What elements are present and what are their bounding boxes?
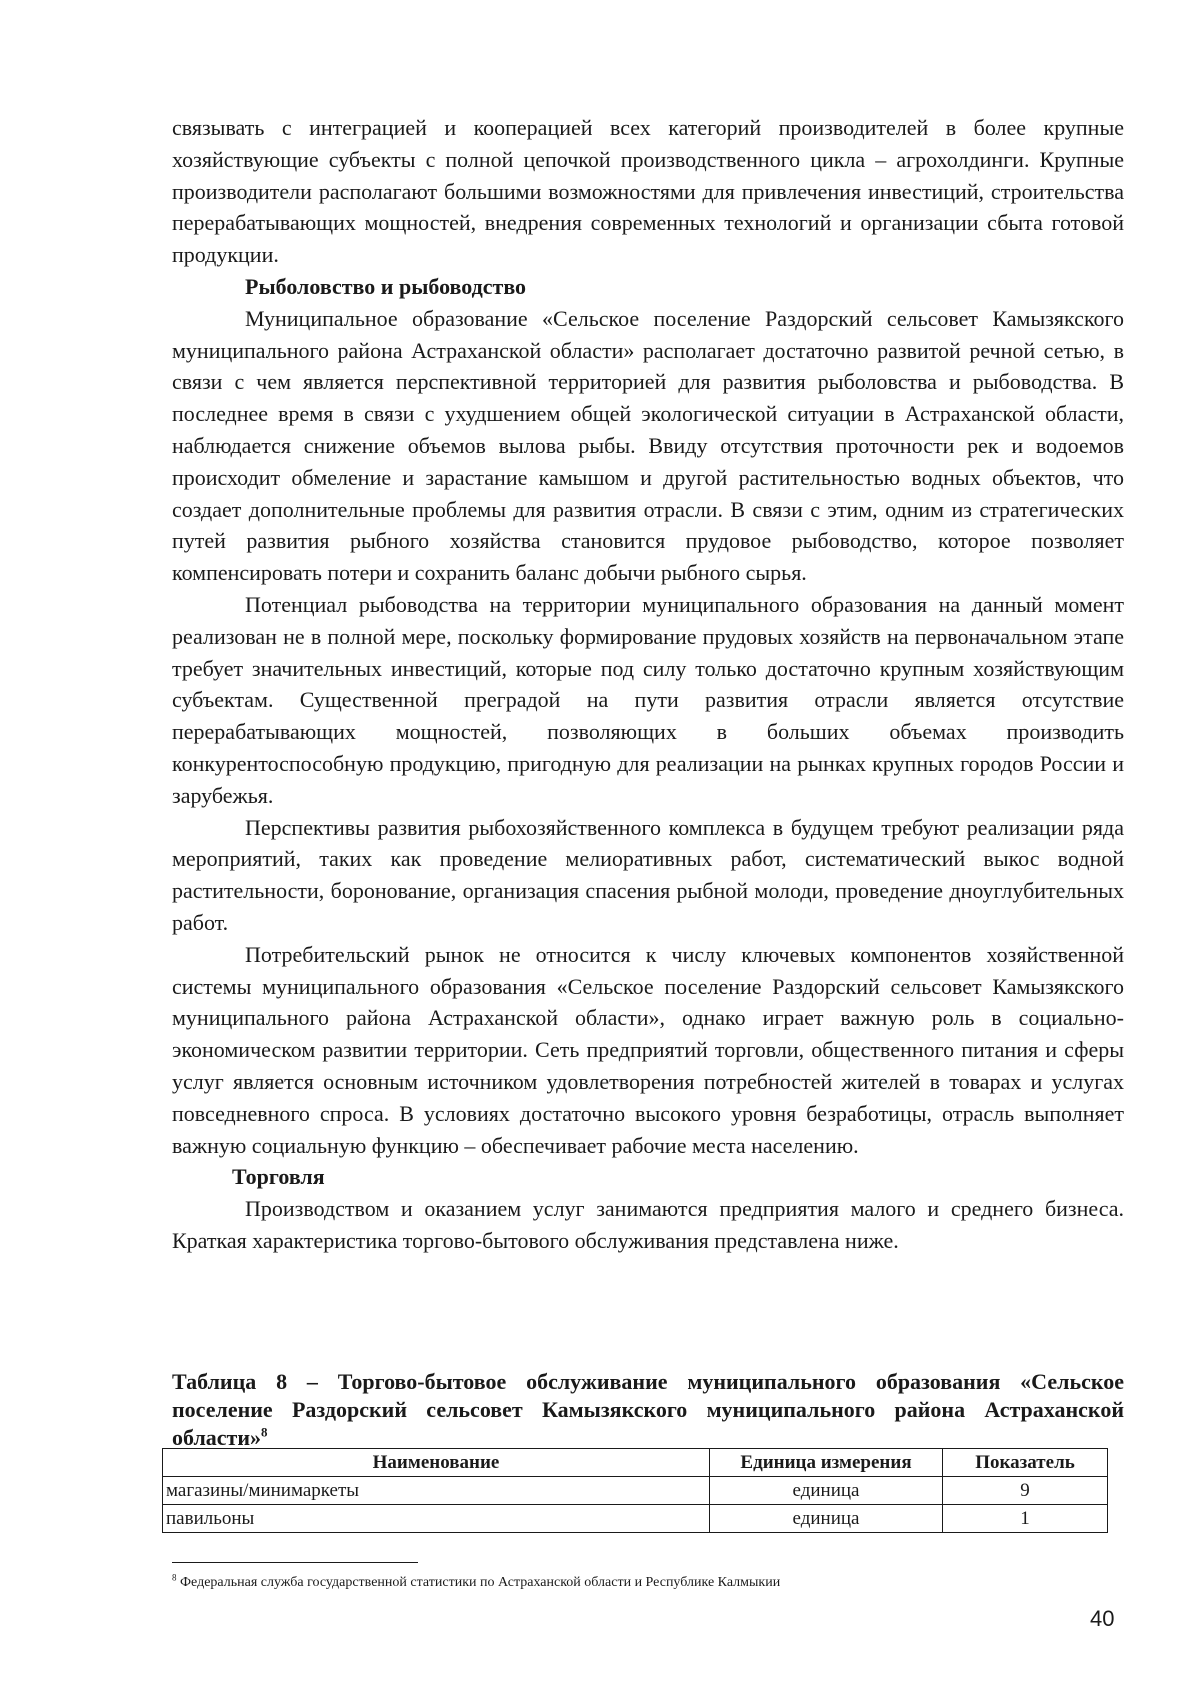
paragraph-fishing-3: Перспективы развития рыбохозяйственного комплекса в будущем требуют реализации ряда мероприятий, таких как проведение мелиоративных работ, систематический выкос водной растительности, боронование, организация спасения рыбной молоди, проведение дноуглубительных работ.: [172, 814, 1124, 935]
header-name: Наименование: [163, 1449, 710, 1477]
cell-name: павильоны: [163, 1505, 710, 1533]
cell-value: 1: [943, 1505, 1108, 1533]
body-text: [172, 112, 1124, 1257]
footnote-marker: 8: [172, 1572, 177, 1583]
paragraph-fishing-2: Потенциал рыбоводства на территории муниципального образования на данный момент реализован не в полной мере, поскольку формирование прудовых хозяйств на первоначальном этапе требует значительных инвестиций, которые под силу только достаточно крупным хозяйствующим субъектам. Существенной преградой на пути развития отрасли является отсутствие перерабатывающих мощностей, позволяющих в больших объемах производить конкурентоспособную продукцию, пригодную для реализации на рынках крупных городов России и зарубежья.: [172, 591, 1124, 808]
header-unit: Единица измерения: [710, 1449, 943, 1477]
services-table: [162, 1448, 1108, 1533]
paragraph-fishing-1: Муниципальное образование «Сельское поселение Раздорский сельсовет Камызякского муниципального района Астраханской области» располагает достаточно развитой речной сетью, в связи с чем является перспективной территорией для развития рыболовства и рыбоводства. В последнее время в связи с ухудшением общей экологической ситуации в Астраханской области, наблюдается снижение объемов вылова рыбы. Ввиду отсутствия проточности рек и водоемов происходит обмеление и зарастание камышом и другой растительностью водных объектов, что создает дополнительные проблемы для развития отрасли. В связи с этим, одним из стратегических путей развития рыбного хозяйства становится прудовое рыбоводство, которое позволяет компенсировать потери и сохранить баланс добычи рыбного сырья.: [172, 305, 1124, 586]
page-number: 40: [1090, 1606, 1115, 1631]
paragraph-trade: Производством и оказанием услуг занимаются предприятия малого и среднего бизнеса. Краткая характеристика торгово-бытового обслуживания представлена ниже.: [172, 1196, 1124, 1253]
table-caption-text: Таблица 8 – Торгово-бытовое обслуживание муниципального образования «Сельское поселение Раздорский сельсовет Камызякского муниципального района Астраханской области»: [172, 1369, 1124, 1450]
table-row: [163, 1477, 1108, 1505]
cell-unit: единица: [710, 1477, 943, 1505]
section-heading-trade: Торговля: [232, 1164, 325, 1190]
paragraph-intro: связывать с интеграцией и кооперацией всех категорий производителей в более крупные хозяйствующие субъекты с полной цепочкой производственного цикла – агрохолдинги. Крупные производители располагают большими возможностями для привлечения инвестиций, строительства перерабатывающих мощностей, внедрения современных технологий и организации сбыта готовой продукции.: [172, 115, 1124, 268]
table-header-row: [163, 1449, 1108, 1477]
table-caption: [172, 1368, 1124, 1452]
footnote-text: Федеральная служба государственной статистики по Астраханской области и Республике Калмыкии: [176, 1575, 781, 1590]
footnote: [172, 1574, 780, 1592]
paragraph-consumer-market: Потребительский рынок не относится к числу ключевых компонентов хозяйственной системы муниципального образования «Сельское поселение Раздорский сельсовет Камызякского муниципального района Астраханской области», однако играет важную роль в социально-экономическом развитии территории. Сеть предприятий торговли, общественного питания и сферы услуг является основным источником удовлетворения потребностей жителей в товарах и услугах повседневного спроса. В условиях достаточно высокого уровня безработицы, отрасль выполняет важную социальную функцию – обеспечивает рабочие места населению.: [172, 941, 1124, 1158]
footnote-reference: 8: [261, 1424, 268, 1440]
table-row: [163, 1505, 1108, 1533]
cell-name: магазины/минимаркеты: [163, 1477, 710, 1505]
header-value: Показатель: [943, 1449, 1108, 1477]
footnote-divider: [172, 1562, 418, 1563]
section-heading-fishing: Рыболовство и рыбоводство: [245, 273, 527, 299]
cell-value: 9: [943, 1477, 1108, 1505]
cell-unit: единица: [710, 1505, 943, 1533]
